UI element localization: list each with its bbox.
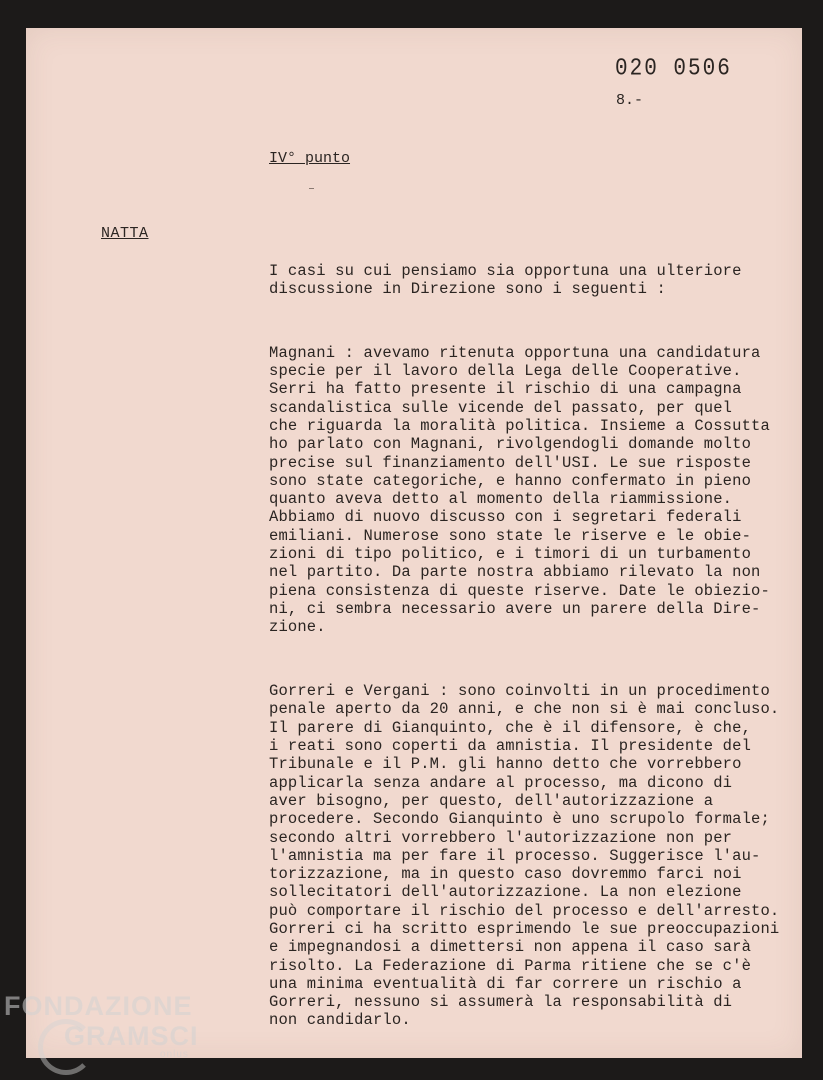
ink-mark bbox=[309, 188, 314, 189]
watermark-line2: GRAMSCI bbox=[64, 1021, 199, 1051]
watermark-logo bbox=[4, 991, 199, 1060]
page-number: 8.- bbox=[616, 92, 644, 109]
body-text bbox=[269, 225, 789, 1048]
paragraph-gorreri-vergani: Gorreri e Vergani : sono coinvolti in un procedimento penale aperto da 20 anni, e che non si è mai concluso. Il parere di Gianquinto, che è il difensore, è che, i reati sono coperti da amnistia. Il presidente del Tribunale e il P.M. gli hanno detto che vorrebbero applicarla senza andare al processo, ma dicono di aver bisogno, per questo, dell'autorizzazione a procedere. Secondo Gianquinto è uno scrupolo formale; secondo altri vorrebbero l'autorizzazione non per l'amnistia ma per fare il processo. Suggerisce l'au- torizzazione, ma in questo caso dovremmo farci noi sollecitatori dell'autorizzazione. La non elezione può comportare il rischio del processo e dell'arresto. Gorreri ci ha scritto esprimendo le sue preoccupazioni e impegnandosi a dimettersi non appena il caso sarà risolto. La Federazione di Parma ritiene che se c'è una minima eventualità di far correre un rischio a Gorreri, nessuno si assumerà la responsabilità di non candidarlo. bbox=[269, 682, 780, 1030]
paragraph-intro: I casi su cui pensiamo sia opportuna una ulteriore discussione in Direzione sono i seguenti : bbox=[269, 261, 742, 298]
section-heading: IV° punto bbox=[269, 150, 351, 167]
speaker-name: NATTA bbox=[101, 225, 149, 242]
watermark-line1: FONDAZIONE bbox=[4, 991, 193, 1021]
paragraph-magnani: Magnani : avevamo ritenuta opportuna una candidatura specie per il lavoro della Lega delle Cooperative. Serri ha fatto presente il rischio di una campagna scandalistica sulle vicende del passato, per quel che riguarda la moralità politica. Insieme a Cossutta ho parlato con Magnani, rivolgendogli domande molto precise sul finanziamento dell'USI. Le sue risposte sono state categoriche, e hanno confermato in pieno quanto aveva detto al momento della riammissione. Abbiamo di nuovo discusso con i segretari federali emiliani. Numerose sono state le riserve e le obie- zioni di tipo politico, e i timori di un turbamento nel partito. Da parte nostra abbiamo rilevato la non piena consistenza di queste riserve. Date le obiezio- ni, ci sembra necessario avere un parere della Dire- zione. bbox=[269, 343, 770, 637]
archive-number: 020 0506 bbox=[615, 56, 732, 83]
watermark-suffix: onlus bbox=[160, 1049, 189, 1060]
